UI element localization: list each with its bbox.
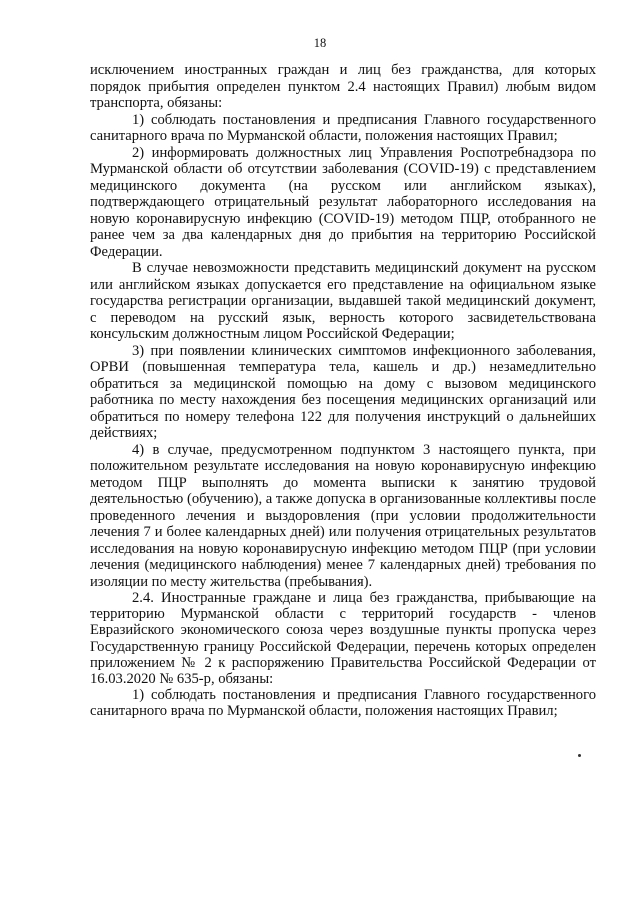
paragraph-item-2: 2) информировать должностных лиц Управления Роспотребнадзора по Мурманской области об отсутствии заболевания (COVID-19) с представлением медицинского документа (на русском или английском языках), подтверждающего отрицательный результат лабораторного исследования на новую коронавирусную инфекцию (COVID-19) методом ПЦР, отобранного не ранее чем за два календарных дня до прибытия на территорию Российской Федерации. [90, 144, 596, 260]
scan-speck [578, 754, 581, 757]
paragraph-continuation: исключением иностранных граждан и лиц без гражданства, для которых порядок прибытия определен пунктом 2.4 настоящих Правил) любым видом транспорта, обязаны: [90, 62, 596, 111]
paragraph-item-1: 1) соблюдать постановления и предписания Главного государственного санитарного врача по Мурманской области, положения настоящих Правил; [90, 111, 596, 144]
paragraph-section-2-4-item-1: 1) соблюдать постановления и предписания Главного государственного санитарного врача по Мурманской области, положения настоящих Правил; [90, 687, 596, 720]
paragraph-section-2-4: 2.4. Иностранные граждане и лица без гражданства, прибывающие на территорию Мурманской области с территорий государств - членов Евразийского экономического союза через воздушные пункты пропуска через Государственную границу Российской Федерации, перечень которых определен приложением № 2 к распоряжению Правительства Российской Федерации от 16.03.2020 № 635-р, обязаны: [90, 590, 596, 688]
page-number: 18 [313, 36, 327, 50]
document-body [90, 62, 596, 720]
paragraph-foreign-document: В случае невозможности представить медицинский документ на русском или английском языках допускается его представление на официальном языке государства регистрации организации, выдавшей такой медицинский документ, с переводом на русский язык, верность которого засвидетельствована консульским должностным лицом Российской Федерации; [90, 260, 596, 342]
paragraph-item-3: 3) при появлении клинических симптомов инфекционного заболевания, ОРВИ (повышенная температура тела, кашель и др.) незамедлительно обратиться за медицинской помощью на дому с вызовом медицинского работника по месту нахождения без посещения медицинских организаций или обратиться по номеру телефона 122 для получения инструкций о дальнейших действиях; [90, 342, 596, 441]
paragraph-item-4: 4) в случае, предусмотренном подпунктом 3 настоящего пункта, при положительном результате исследования на новую коронавирусную инфекцию методом ПЦР выполнять до момента выписки к занятию трудовой деятельностью (обучению), а также допуска в организованные коллективы после проведенного лечения и выздоровления (при условии продолжительности лечения 7 и более календарных дней) или получения отрицательных результатов исследования на новую коронавирусную инфекцию методом ПЦР (при условии лечения (медицинского наблюдения) менее 7 календарных дней) требования по изоляции по месту жительства (пребывания). [90, 441, 596, 590]
